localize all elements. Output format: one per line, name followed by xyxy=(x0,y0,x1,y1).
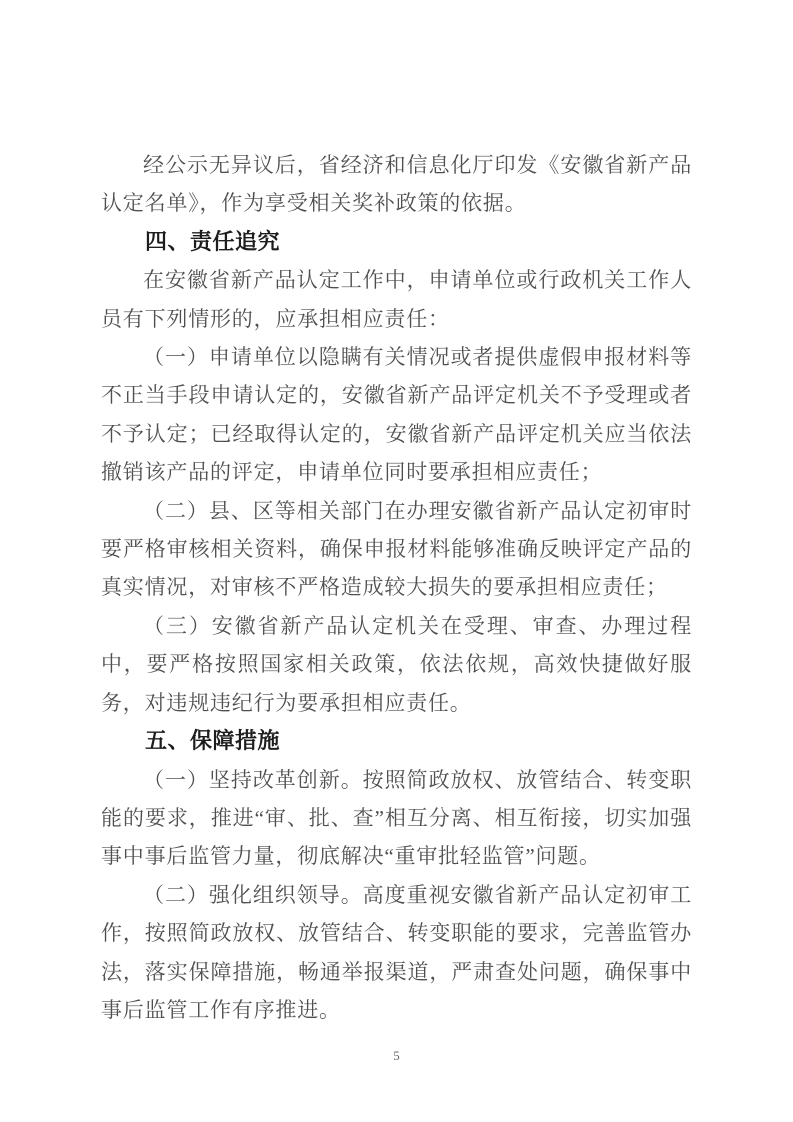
paragraph-accountability-item-1: （一）申请单位以隐瞒有关情况或者提供虚假申报材料等不正当手段申请认定的，安徽省新产品评定机关不予受理或者不予认定；已经取得认定的，安徽省新产品评定机关应当依法撤销该产品的评定，申请单位同时要承担相应责任； xyxy=(101,345,692,485)
paragraph-accountability-lead: 在安徽省新产品认定工作中，申请单位或行政机关工作人员有下列情形的，应承担相应责任： xyxy=(101,268,692,331)
document-body xyxy=(101,146,692,1029)
heading-section-5-safeguards: 五、保障措施 xyxy=(145,728,281,754)
paragraph-accountability-item-3: （三）安徽省新产品认定机关在受理、审查、办理过程中，要严格按照国家相关政策，依法依规，高效快捷做好服务，对违规违纪行为要承担相应责任。 xyxy=(101,613,692,715)
paragraph-accountability-item-2: （二）县、区等相关部门在办理安徽省新产品认定初审时要严格审核相关资料，确保申报材料能够准确反映评定产品的真实情况，对审核不严格造成较大损失的要承担相应责任； xyxy=(101,498,692,600)
page-number: 5 xyxy=(393,1048,400,1063)
paragraph-safeguards-item-1: （一）坚持改革创新。按照简政放权、放管结合、转变职能的要求，推进“审、批、查”相互分离、相互衔接，切实加强事中事后监管力量，彻底解决“重审批轻监管”问题。 xyxy=(101,767,692,869)
paragraph-intro-announcement: 经公示无异议后，省经济和信息化厅印发《安徽省新产品认定名单》，作为享受相关奖补政策的依据。 xyxy=(101,153,692,216)
heading-section-4-accountability: 四、责任追究 xyxy=(145,228,281,254)
paragraph-safeguards-item-2: （二）强化组织领导。高度重视安徽省新产品认定初审工作，按照简政放权、放管结合、转变职能的要求，完善监管办法，落实保障措施，畅通举报渠道，严肃查处问题，确保事中事后监管工作有序推进。 xyxy=(101,882,692,1022)
